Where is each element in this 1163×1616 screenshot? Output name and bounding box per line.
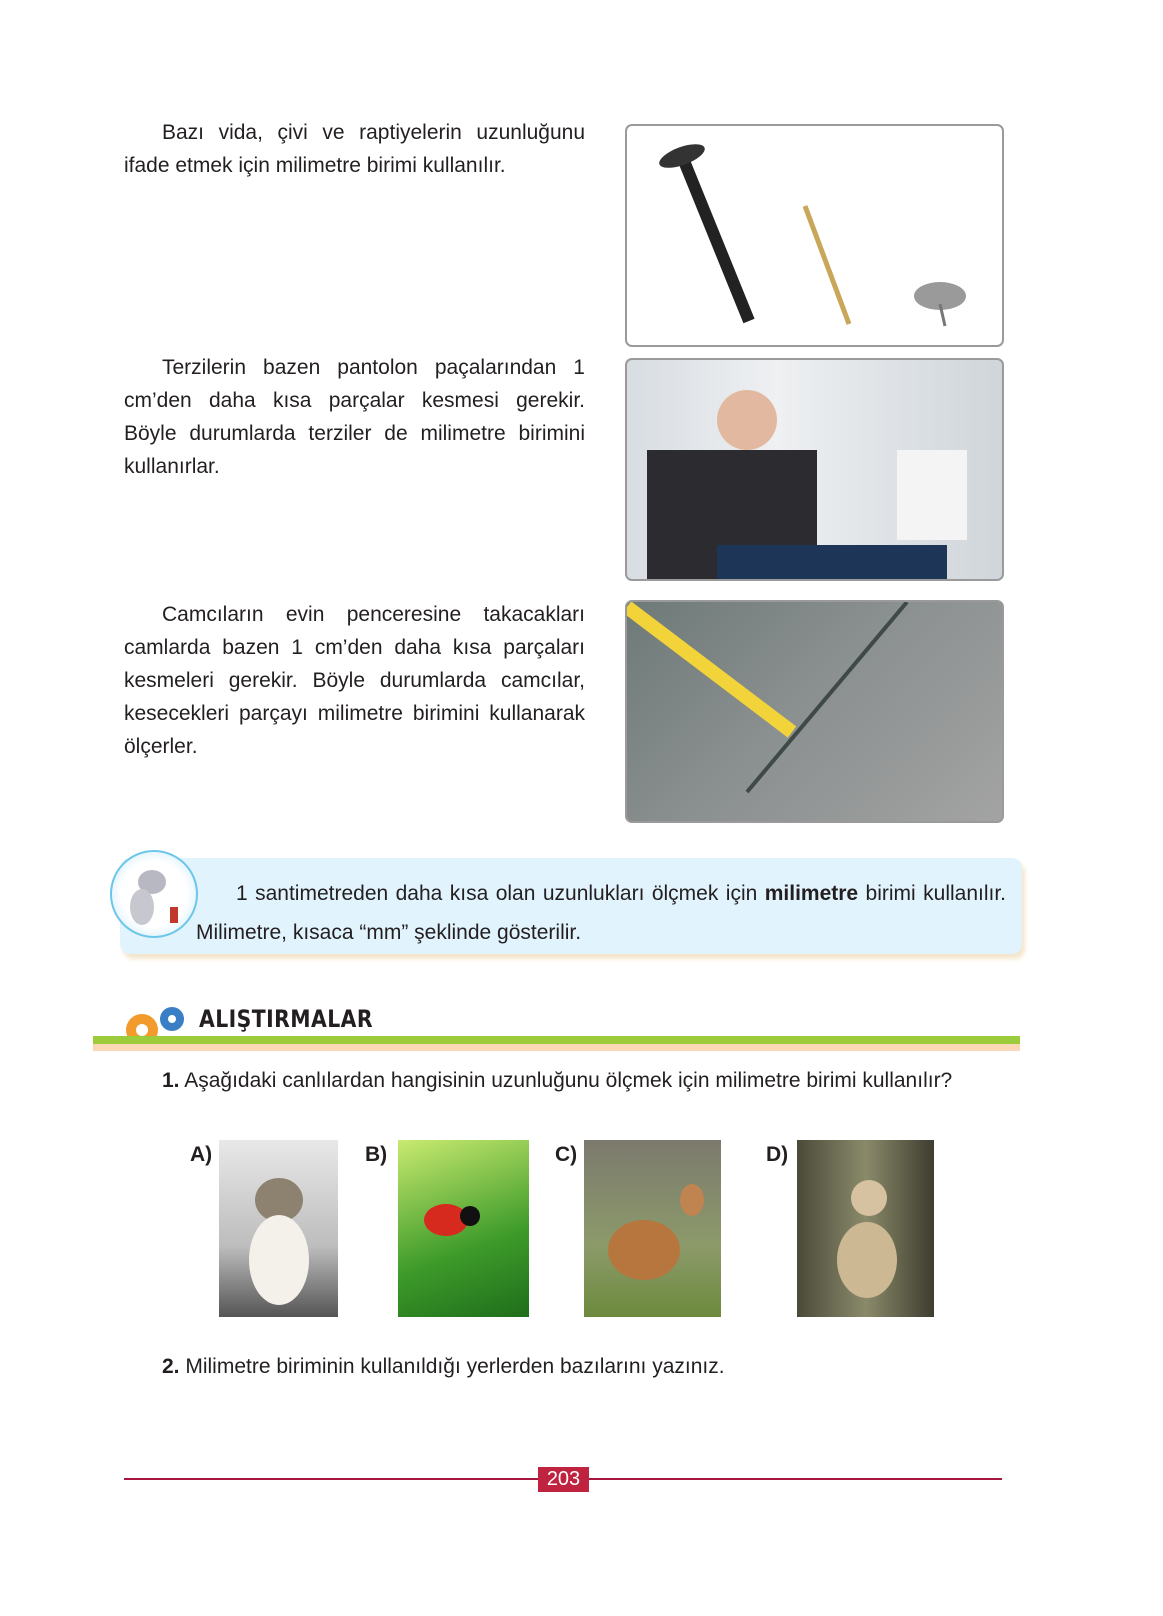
question-1 (124, 1064, 1004, 1097)
section-title: ALIŞTIRMALAR (199, 1005, 373, 1033)
screw-nail-tack-photo (625, 124, 1004, 347)
option-c-label[interactable]: C) (555, 1143, 578, 1166)
question-text: Aşağıdaki canlılardan hangisinin uzunluğunu ölçmek için milimetre birimi kullanılır? (184, 1069, 953, 1092)
question-number: 2. (162, 1355, 180, 1378)
question-2 (162, 1350, 725, 1383)
paragraph-glaziers: Camcıların evin penceresine takacakları camlarda bazen 1 cm’den daha kısa parçaları kesmeleri gerekir. Böyle durumlarda camcılar, kesecekleri parçayı milimetre birimini kullanarak ölçerler. (124, 603, 585, 758)
paragraph-screws: Bazı vida, çivi ve raptiyelerin uzunluğunu ifade etmek için milimetre birimi kullanılır. (124, 121, 585, 177)
glass-measuring-photo (625, 600, 1004, 823)
rabbit-mascot-icon (110, 850, 198, 938)
info-text (196, 874, 1006, 952)
kangaroo-photo[interactable] (584, 1140, 721, 1317)
page-number: 203 (538, 1467, 589, 1492)
section-divider (93, 1036, 1020, 1044)
option-b-label[interactable]: B) (365, 1143, 388, 1166)
question-text: Milimetre biriminin kullanıldığı yerlerden bazılarını yazınız. (185, 1355, 725, 1378)
monkey-photo[interactable] (797, 1140, 934, 1317)
paragraph-tailors: Terzilerin bazen pantolon paçalarından 1 cm’den daha kısa parçalar kesmesi gerekir. Böyle durumlarda terziler de milimetre birimini kullanırlar. (124, 356, 585, 478)
info-text-start: 1 santimetreden daha kısa olan uzunlukları ölçmek için (236, 882, 765, 905)
cat-photo[interactable] (219, 1140, 338, 1317)
tailor-photo (625, 358, 1004, 581)
info-box (120, 858, 1022, 954)
option-d-label[interactable]: D) (766, 1143, 789, 1166)
question-number: 1. (162, 1069, 180, 1092)
section-divider-shadow (93, 1044, 1020, 1051)
info-keyword: milimetre (764, 882, 859, 905)
option-a-label[interactable]: A) (190, 1143, 213, 1166)
ladybug-photo[interactable] (398, 1140, 529, 1317)
info-text-end: birimi kullanılır. Milimetre, kısaca “mm” şeklinde gösterilir. (196, 882, 1007, 944)
